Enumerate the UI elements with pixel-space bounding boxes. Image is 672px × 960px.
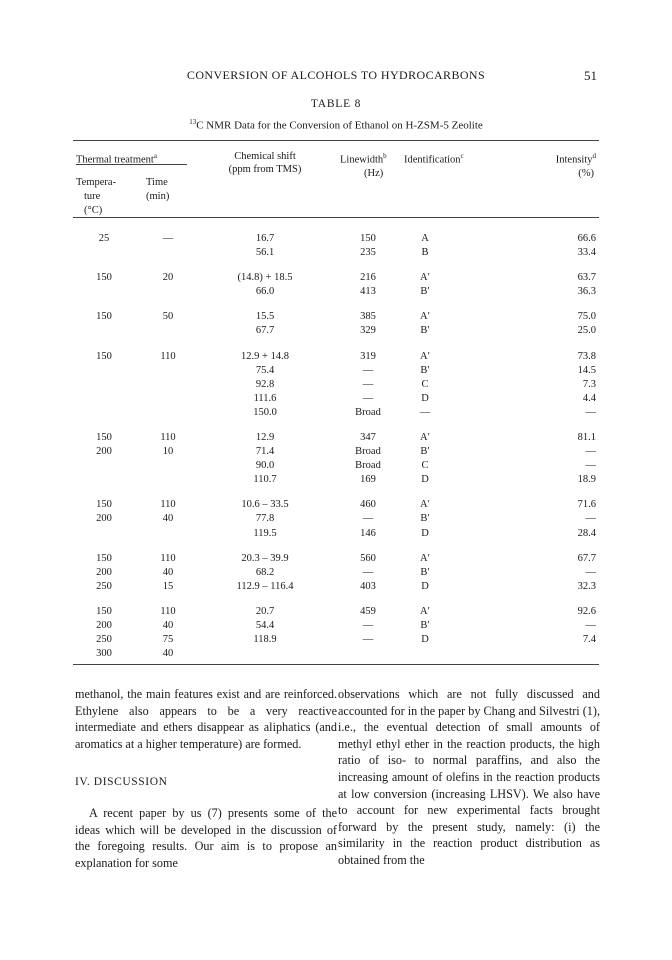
cell-shift: 54.4 — [255, 620, 275, 631]
cell-shift: 66.0 — [255, 286, 275, 297]
header-chemical-shift: Chemical shift (ppm from TMS) — [228, 151, 302, 175]
cell-linewidth: 459 — [360, 606, 376, 617]
cell-id: B′ — [420, 567, 430, 578]
cell-temp: 150 — [96, 499, 112, 510]
table-bottom-rule — [73, 664, 599, 665]
left-paragraph: methanol, the main features exist and are reinforced. Ethylene also appears to be a very reactive intermediate and ethers disappear as aliphatics (and aromatics at a higher temperature) are formed. — [75, 687, 337, 751]
cell-shift: 110.7 — [253, 474, 277, 485]
cell-id: B′ — [420, 513, 430, 524]
cell-intensity: — — [585, 446, 596, 457]
cell-shift: 56.1 — [255, 247, 275, 258]
cell-temp: 150 — [96, 553, 112, 564]
cell-shift: 75.4 — [255, 365, 275, 376]
cell-temp: 300 — [96, 648, 112, 659]
cell-id: B′ — [420, 286, 430, 297]
section-heading: IV. DISCUSSION — [75, 776, 168, 789]
cell-temp: 150 — [96, 432, 112, 443]
cell-intensity: 7.3 — [582, 379, 596, 390]
cell-id: D — [421, 393, 429, 404]
cell-linewidth: 403 — [360, 581, 376, 592]
right-paragraph: observations which are not fully discussed and accounted for in the paper by Chang and Silvestri (1), i.e., the eventual detection of small amounts of methyl ethyl ether in the reaction products, the high ratio of iso- to normal paraffins, and also the increasing amount of olefins in the reaction products at low conversion (increasing LHSV). We also have to account for new experimental facts brought forward by the present study, namely: (i) the similarity in the reaction product distribution as obtained from the — [338, 687, 600, 867]
cell-linewidth: 385 — [360, 311, 376, 322]
cell-intensity: 66.6 — [577, 233, 596, 244]
table-top-rule — [73, 140, 599, 141]
cell-shift: 90.0 — [255, 460, 275, 471]
cell-id: A′ — [420, 553, 430, 564]
header-time: Time (min) — [146, 177, 170, 202]
cell-shift: 67.7 — [255, 325, 275, 336]
cell-intensity: — — [585, 407, 596, 418]
cell-id: B′ — [420, 620, 430, 631]
cell-time: 75 — [162, 634, 174, 645]
header-linewidth: Linewidth$^b$ (Hz) — [340, 152, 387, 179]
cell-id: C — [421, 460, 429, 471]
header-identification: Identification$^c$ — [404, 152, 464, 166]
cell-time: 40 — [162, 620, 174, 631]
cell-temp: 150 — [96, 606, 112, 617]
cell-temp: 150 — [96, 311, 112, 322]
cell-linewidth: 329 — [360, 325, 376, 336]
cell-intensity: 7.4 — [582, 634, 596, 645]
cell-intensity: 73.8 — [577, 351, 596, 362]
cell-shift: 12.9 — [255, 432, 275, 443]
cell-time: 110 — [160, 499, 176, 510]
cell-intensity: 18.9 — [577, 474, 596, 485]
cell-temp: 200 — [96, 446, 112, 457]
cell-intensity: — — [585, 460, 596, 471]
cell-shift: 150.0 — [253, 407, 277, 418]
thermal-treatment-rule — [76, 164, 187, 165]
cell-id: A′ — [420, 606, 430, 617]
cell-intensity: 32.3 — [577, 581, 596, 592]
cell-intensity: 75.0 — [577, 311, 596, 322]
cell-shift: 118.9 — [253, 634, 277, 645]
cell-id: A′ — [420, 311, 430, 322]
cell-id: B — [421, 247, 429, 258]
cell-id: A — [421, 233, 429, 244]
cell-linewidth: 150 — [360, 233, 376, 244]
cell-time: 110 — [160, 553, 176, 564]
cell-id: A′ — [420, 272, 430, 283]
cell-temp: 250 — [96, 634, 112, 645]
cell-temp: 200 — [96, 513, 112, 524]
running-head — [75, 68, 597, 88]
cell-temp: 25 — [98, 233, 110, 244]
cell-time: 110 — [160, 606, 176, 617]
cell-id: D — [421, 528, 429, 539]
cell-intensity: 14.5 — [577, 365, 596, 376]
cell-id: B′ — [420, 325, 430, 336]
cell-id: A′ — [420, 432, 430, 443]
cell-intensity: — — [585, 513, 596, 524]
cell-intensity: 36.3 — [577, 286, 596, 297]
cell-time: 10 — [162, 446, 174, 457]
cell-shift: 71.4 — [255, 446, 275, 457]
cell-linewidth: 347 — [360, 432, 376, 443]
header-temperature: Tempera- ture (°C) — [76, 177, 117, 216]
cell-intensity: 63.7 — [577, 272, 596, 283]
cell-id: B′ — [420, 446, 430, 457]
cell-time: 110 — [160, 351, 176, 362]
cell-id: D — [421, 581, 429, 592]
cell-time: 50 — [162, 311, 174, 322]
header-intensity: Intensity$^d$ (%) — [555, 152, 596, 179]
cell-linewidth: — — [362, 620, 374, 631]
cell-linewidth: 460 — [360, 499, 376, 510]
cell-intensity: 67.7 — [577, 553, 596, 564]
cell-temp: 150 — [96, 351, 112, 362]
left-column — [75, 686, 337, 871]
cell-intensity: 25.0 — [577, 325, 596, 336]
cell-shift: 92.8 — [255, 379, 275, 390]
cell-linewidth: Broad — [355, 446, 381, 457]
cell-id: A′ — [420, 351, 430, 362]
cell-shift: 16.7 — [255, 233, 275, 244]
cell-intensity: 81.1 — [577, 432, 596, 443]
cell-linewidth: — — [362, 513, 374, 524]
cell-id: D — [421, 634, 429, 645]
cell-id: A′ — [420, 499, 430, 510]
cell-intensity: 92.6 — [577, 606, 596, 617]
cell-linewidth: — — [362, 393, 374, 404]
cell-temp: 200 — [96, 567, 112, 578]
cell-shift: 68.2 — [255, 567, 275, 578]
cell-shift: 20.3 – 39.9 — [241, 553, 289, 564]
cell-linewidth: Broad — [355, 407, 381, 418]
cell-linewidth: Broad — [355, 460, 381, 471]
cell-linewidth: 235 — [360, 247, 376, 258]
cell-intensity: — — [585, 567, 596, 578]
cell-intensity: 33.4 — [577, 247, 596, 258]
cell-shift: 10.6 – 33.5 — [241, 499, 289, 510]
running-title: CONVERSION OF ALCOHOLS TO HYDROCARBONS — [186, 68, 486, 82]
header-thermal-treatment: Thermal treatment$^a$ — [76, 152, 157, 166]
cell-time: 15 — [162, 581, 174, 592]
cell-linewidth: 146 — [360, 528, 376, 539]
cell-id: B′ — [420, 365, 430, 376]
cell-time: 40 — [162, 513, 174, 524]
cell-linewidth: 216 — [360, 272, 376, 283]
cell-intensity: — — [585, 620, 596, 631]
cell-temp: 150 — [96, 272, 112, 283]
right-column — [338, 686, 600, 869]
cell-temp: 200 — [96, 620, 112, 631]
cell-linewidth: 169 — [360, 474, 376, 485]
cell-shift: 112.9 – 116.4 — [236, 581, 294, 592]
page-number: 51 — [584, 68, 597, 83]
cell-shift: 77.8 — [255, 513, 275, 524]
table-header-rule — [73, 217, 599, 218]
cell-id: D — [421, 474, 429, 485]
cell-shift: 12.9 + 14.8 — [241, 351, 289, 362]
cell-time: 20 — [162, 272, 174, 283]
table-caption — [0, 118, 672, 132]
cell-shift: 20.7 — [255, 606, 275, 617]
cell-shift: (14.8) + 18.5 — [237, 272, 293, 283]
left-paragraph: A recent paper by us (7) presents some of the ideas which will be developed in the discussion of the foregoing results. Our aim is to propose an explanation for some — [75, 805, 337, 870]
cell-linewidth: 413 — [360, 286, 376, 297]
cell-time: 110 — [160, 432, 176, 443]
cell-shift: 15.5 — [255, 311, 275, 322]
cell-id: — — [419, 407, 431, 418]
cell-time: — — [162, 233, 174, 244]
cell-shift: 119.5 — [253, 528, 277, 539]
cell-linewidth: — — [362, 379, 374, 390]
cell-linewidth: 319 — [360, 351, 376, 362]
cell-id: C — [421, 379, 429, 390]
cell-linewidth: — — [362, 634, 374, 645]
cell-shift: 111.6 — [253, 393, 277, 404]
cell-linewidth: — — [362, 365, 374, 376]
table-label: TABLE 8 — [310, 98, 362, 110]
caption-superscript: 13 — [189, 118, 197, 126]
caption-text: C NMR Data for the Conversion of Ethanol on H-ZSM-5 Zeolite — [196, 119, 483, 132]
cell-linewidth: 560 — [360, 553, 376, 564]
cell-time: 40 — [162, 648, 174, 659]
cell-linewidth: — — [362, 567, 374, 578]
cell-intensity: 71.6 — [577, 499, 596, 510]
cell-intensity: 4.4 — [582, 393, 596, 404]
cell-time: 40 — [162, 567, 174, 578]
cell-temp: 250 — [96, 581, 112, 592]
cell-intensity: 28.4 — [577, 528, 596, 539]
